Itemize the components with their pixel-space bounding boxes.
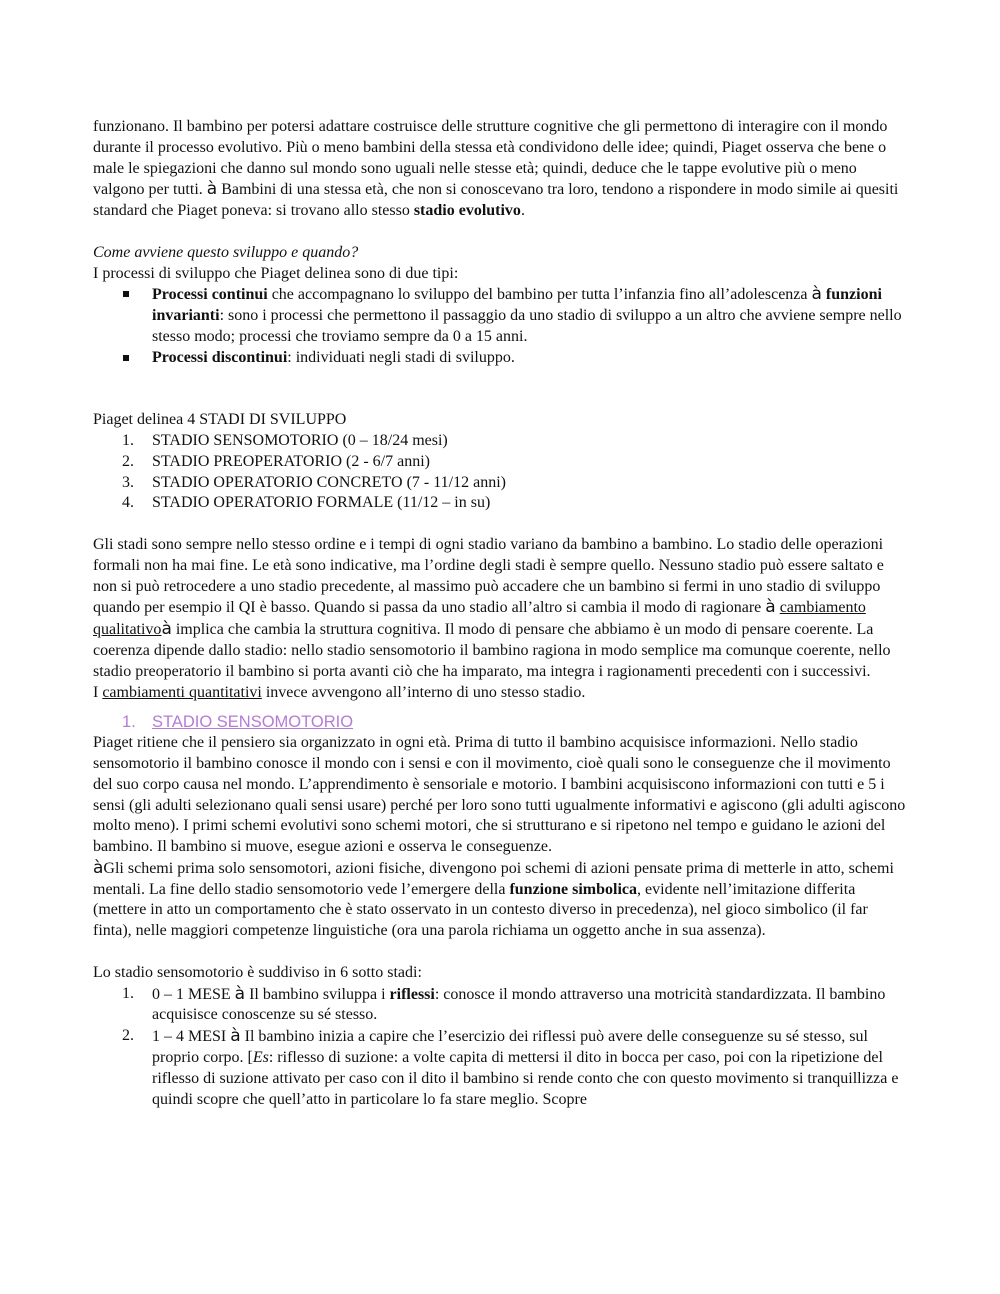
list-item <box>93 452 907 473</box>
paragraph-piaget-intro <box>93 117 907 222</box>
arrow-symbol: à <box>93 857 104 878</box>
question-line <box>93 243 907 264</box>
underlined-term: cambiamento qualitativo <box>93 599 866 639</box>
italic-question: Come avviene questo sviluppo e quando? <box>93 243 359 261</box>
stages-intro: Piaget delinea 4 STADI DI SVILUPPO <box>93 411 347 429</box>
list-number: 1. <box>122 984 134 1002</box>
paragraph-stages-order <box>93 535 907 683</box>
text: implica che cambia la struttura cognitiva. Il modo di pensare che abbiamo è un modo di pensare coerente. La coerenza dipende dallo stadio: nello stadio sensomotorio il bambino ragiona in modo semplice ma comunque coerente, nello stadio preoperatorio il bambino si porta avanti ciò che ha imparato, ma integra i ragionamenti precedenti con i successivi. <box>93 621 891 680</box>
text: , evidente nell’imitazione differita (mettere in atto un comportamento che è stato osservato in un contesto diverso in precedenza), nel gioco simbolico (il far finta), nelle maggiori competenze linguistiche (ora una parola richiama un oggetto anche in sua assenza). <box>93 880 868 940</box>
stage-label: STADIO OPERATORIO FORMALE (11/12 – in su) <box>152 494 491 512</box>
text: funzionano. Il bambino per potersi adattare costruisce delle strutture cognitive che gli permettono di interagire con il mondo durante il processo evolutivo. Più o meno bambini della stessa età condividono delle idee; quindi, Piaget osserva che bene o male le spiegazioni che danno sul mondo sono uguali nelle stesse età; quindi, deduce che le tappe evolutive più o meno valgono per tutti. <box>93 118 888 199</box>
list-number: 4. <box>122 494 134 512</box>
section-heading <box>93 712 907 733</box>
bold-term: Processi discontinui <box>152 348 288 366</box>
text: : sono i processi che permettono il passaggio da uno stadio di sviluppo a un altro che avviene sempre nello stesso modo; processi che troviamo sempre da 0 a 15 anni. <box>152 307 902 345</box>
text: : riflesso di suzione: a volte capita di mettersi il dito in bocca per caso, poi con la ripetizione del riflesso di suzione attivato per caso con il dito il bambino si rende conto che con questo movimento si tranquillizza e quindi scopre che quell’atto in particolare lo fa stare meglio. Scopre <box>152 1049 899 1108</box>
bold-term: funzioni invarianti <box>152 286 882 325</box>
list-number: 3. <box>122 473 134 491</box>
text: : conosce il mondo attraverso una motricità standardizzata. Il bambino acquisisce conoscenze su sé stesso. <box>152 985 886 1024</box>
substages-list <box>93 984 907 1111</box>
arrow-symbol: à <box>811 284 822 305</box>
list-number: 2. <box>122 452 134 470</box>
bold-term: funzione simbolica <box>509 880 638 898</box>
text: Gli schemi prima solo sensomotori, azioni fisiche, divengono poi schemi di azioni pensate prima di metterle in atto, schemi mentali. La fine dello stadio sensomotorio vede l’emergere della <box>93 859 894 898</box>
stage-label: STADIO SENSOMOTORIO (0 – 18/24 mesi) <box>152 431 448 449</box>
text: Bambini di una stessa età, che non si conoscevano tra loro, tendono a rispondere in modo simile ai quesiti standard che Piaget poneva: si trovano allo stesso <box>93 181 899 220</box>
heading-number: 1. <box>122 713 136 732</box>
text: 1 – 4 MESI <box>152 1028 231 1046</box>
list-item <box>93 284 907 347</box>
list-number: 1. <box>122 431 134 449</box>
processes-intro: I processi di sviluppo che Piaget delinea sono di due tipi: <box>93 264 459 282</box>
italic-term: Es <box>252 1049 269 1067</box>
substages-intro: Lo stadio sensomotorio è suddiviso in 6 sotto stadi: <box>93 963 422 981</box>
heading-title: STADIO SENSOMOTORIO <box>152 713 354 732</box>
arrow-symbol: à <box>234 983 246 1004</box>
arrow-symbol: à <box>206 179 218 200</box>
bold-term: riflessi <box>389 985 435 1003</box>
stage-label: STADIO PREOPERATORIO (2 - 6/7 anni) <box>152 452 430 470</box>
stages-list <box>93 431 907 514</box>
arrow-symbol: à <box>161 619 172 640</box>
bold-term: Processi continui <box>152 286 268 304</box>
text: Il bambino inizia a capire che l’esercizio dei riflessi può avere delle conseguenze su sé stesso, sul proprio corpo. [ <box>152 1028 868 1067</box>
bold-term: stadio evolutivo <box>413 202 521 220</box>
list-item <box>93 493 907 514</box>
text: che accompagnano lo sviluppo del bambino per tutta l’infanzia fino all’adolescenza <box>267 286 812 304</box>
list-item <box>93 473 907 494</box>
text: invece avvengono all’interno di uno stesso stadio. <box>261 683 586 701</box>
arrow-symbol: à <box>765 597 776 618</box>
text: Il bambino sviluppa i <box>245 985 390 1003</box>
paragraph-sensorimotor: Piaget ritiene che il pensiero sia organizzato in ogni età. Prima di tutto il bambino acquisisce informazioni. Nello stadio sensomotorio il bambino conosce il mondo con i sensi e con il movimento, cioè quali sono le conseguenze che il movimento del suo corpo causa nel mondo. L’apprendimento è sensoriale e motorio. I bambini acquisiscono informazioni con tutti e 5 i sensi (gli adulti selezionano quali sensi usare) perché per loro sono tutti ugualmente informativi e agiscono (gli adulti agiscono molto meno). I primi schemi evolutivi sono schemi motori, che si strutturano e si ripetono nel tempo e guidano le azioni del bambino. Il bambino si muove, esegue azioni e osserva le conseguenze. <box>93 734 906 856</box>
text: : individuati negli stadi di sviluppo. <box>287 348 515 366</box>
square-bullet-icon <box>123 355 129 361</box>
paragraph-schemes <box>93 858 907 942</box>
text: . <box>520 202 525 220</box>
list-item <box>93 1026 907 1110</box>
stage-label: STADIO OPERATORIO CONCRETO (7 - 11/12 anni) <box>152 473 506 491</box>
list-item <box>93 348 907 369</box>
arrow-symbol: à <box>230 1026 241 1047</box>
underlined-term: cambiamenti quantitativi <box>102 683 262 701</box>
list-number: 2. <box>122 1027 134 1045</box>
document-page <box>93 117 907 1110</box>
paragraph-quantitative <box>93 683 907 704</box>
text: I <box>93 683 103 701</box>
text: 0 – 1 MESE <box>152 985 235 1003</box>
list-item <box>93 431 907 452</box>
square-bullet-icon <box>123 291 129 297</box>
text: Gli stadi sono sempre nello stesso ordine e i tempi di ogni stadio variano da bambino a bambino. Lo stadio delle operazioni formali non ha mai fine. Le età sono indicative, ma l’ordine degli stadi è sempre quello. Nessuno stadio può essere saltato e non si può retrocedere a uno stadio precedente, al massimo può accadere che un bambino si fermi in uno stadio di sviluppo quando per esempio il QI è basso. Quando si passa da uno stadio all’altro si cambia il modo di ragionare <box>93 535 884 617</box>
processes-list <box>93 284 907 368</box>
list-item <box>93 984 907 1027</box>
